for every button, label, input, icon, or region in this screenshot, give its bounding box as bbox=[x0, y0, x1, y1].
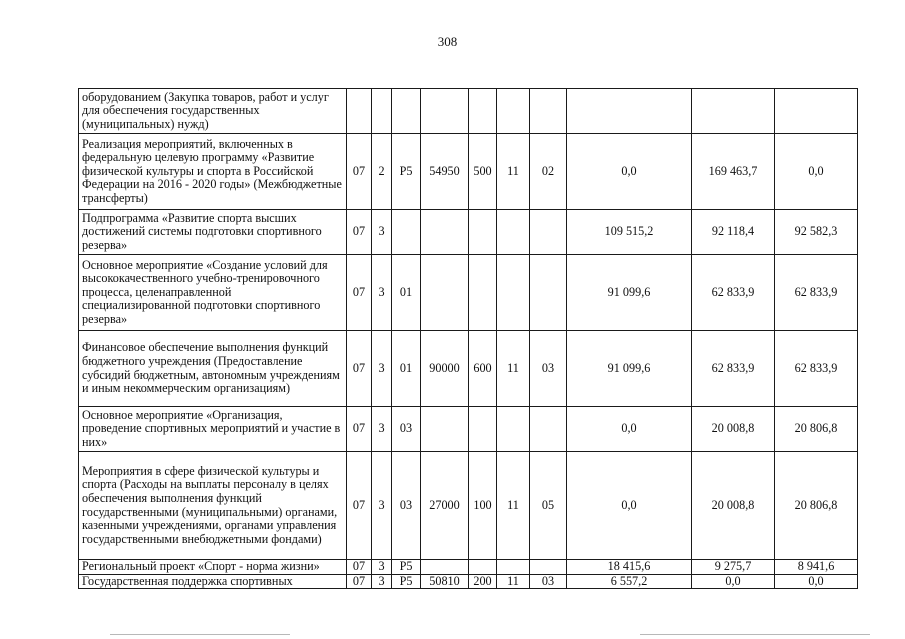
table-row bbox=[79, 134, 858, 210]
code-cell bbox=[497, 210, 530, 255]
amount-cell: 62 833,9 bbox=[775, 331, 858, 407]
row-name: Основное мероприятие «Создание условий для высококачественного учебно-тренировочного процесса, целенаправленной специализированной подготовки спортивного резерва» bbox=[79, 255, 347, 331]
amount-cell: 91 099,6 bbox=[567, 255, 692, 331]
code-cell: 07 bbox=[347, 134, 372, 210]
amount-cell: 20 008,8 bbox=[692, 407, 775, 452]
code-cell: P5 bbox=[392, 134, 421, 210]
table-row bbox=[79, 331, 858, 407]
code-cell bbox=[530, 89, 567, 134]
code-cell bbox=[469, 89, 497, 134]
code-cell: 05 bbox=[530, 452, 567, 560]
code-cell: 2 bbox=[372, 134, 392, 210]
code-cell: 11 bbox=[497, 574, 530, 589]
code-cell bbox=[392, 89, 421, 134]
code-cell: 3 bbox=[372, 574, 392, 589]
table-row bbox=[79, 255, 858, 331]
row-name: оборудованием (Закупка товаров, работ и услуг для обеспечения государственных (муниципальных) нужд) bbox=[79, 89, 347, 134]
code-cell: 07 bbox=[347, 574, 372, 589]
table-body bbox=[79, 89, 858, 589]
code-cell: 07 bbox=[347, 255, 372, 331]
code-cell bbox=[421, 210, 469, 255]
amount-cell: 169 463,7 bbox=[692, 134, 775, 210]
amount-cell: 92 582,3 bbox=[775, 210, 858, 255]
row-name: Мероприятия в сфере физической культуры и спорта (Расходы на выплаты персоналу в целях обеспечения выполнения функций государственными (муниципальными) органами, казенными учреждениями, органами управления государственными внебюджетными фондами) bbox=[79, 452, 347, 560]
amount-cell bbox=[692, 89, 775, 134]
amount-cell: 20 806,8 bbox=[775, 452, 858, 560]
amount-cell: 9 275,7 bbox=[692, 560, 775, 575]
code-cell bbox=[530, 210, 567, 255]
amount-cell bbox=[775, 89, 858, 134]
row-name: Финансовое обеспечение выполнения функций бюджетного учреждения (Предоставление субсидий бюджетным, автономным учреждениям и иным некоммерческим организациям) bbox=[79, 331, 347, 407]
code-cell: 3 bbox=[372, 407, 392, 452]
table-row bbox=[79, 574, 858, 589]
code-cell bbox=[347, 89, 372, 134]
code-cell: 11 bbox=[497, 452, 530, 560]
code-cell bbox=[497, 407, 530, 452]
amount-cell bbox=[567, 89, 692, 134]
budget-table bbox=[78, 88, 858, 589]
code-cell bbox=[530, 407, 567, 452]
row-name: Реализация мероприятий, включенных в федеральную целевую программу «Развитие физической культуры и спорта в Российской Федерации на 2016 - 2020 годы» (Межбюджетные трансферты) bbox=[79, 134, 347, 210]
table-row bbox=[79, 560, 858, 575]
code-cell: 07 bbox=[347, 407, 372, 452]
code-cell bbox=[469, 255, 497, 331]
code-cell bbox=[421, 560, 469, 575]
code-cell bbox=[530, 560, 567, 575]
code-cell bbox=[421, 255, 469, 331]
code-cell: 02 bbox=[530, 134, 567, 210]
code-cell: 03 bbox=[530, 331, 567, 407]
table-row bbox=[79, 89, 858, 134]
page-number: 308 bbox=[437, 34, 458, 49]
amount-cell: 0,0 bbox=[567, 407, 692, 452]
code-cell: 54950 bbox=[421, 134, 469, 210]
amount-cell: 62 833,9 bbox=[775, 255, 858, 331]
row-name: Основное мероприятие «Организация, проведение спортивных мероприятий и участие в них» bbox=[79, 407, 347, 452]
amount-cell: 92 118,4 bbox=[692, 210, 775, 255]
code-cell: 500 bbox=[469, 134, 497, 210]
code-cell: 07 bbox=[347, 452, 372, 560]
code-cell: 600 bbox=[469, 331, 497, 407]
code-cell: 07 bbox=[347, 210, 372, 255]
code-cell bbox=[392, 210, 421, 255]
table-row bbox=[79, 452, 858, 560]
code-cell: 3 bbox=[372, 331, 392, 407]
amount-cell: 109 515,2 bbox=[567, 210, 692, 255]
code-cell: P5 bbox=[392, 574, 421, 589]
table-row bbox=[79, 210, 858, 255]
code-cell: 27000 bbox=[421, 452, 469, 560]
code-cell: 11 bbox=[497, 331, 530, 407]
code-cell: 03 bbox=[392, 407, 421, 452]
code-cell: 3 bbox=[372, 452, 392, 560]
row-name: Государственная поддержка спортивных bbox=[79, 574, 347, 589]
code-cell: 01 bbox=[392, 255, 421, 331]
code-cell: 200 bbox=[469, 574, 497, 589]
code-cell bbox=[469, 560, 497, 575]
code-cell: 03 bbox=[530, 574, 567, 589]
amount-cell: 0,0 bbox=[775, 134, 858, 210]
code-cell: 11 bbox=[497, 134, 530, 210]
code-cell: P5 bbox=[392, 560, 421, 575]
amount-cell: 20 008,8 bbox=[692, 452, 775, 560]
scan-artifact-line bbox=[640, 634, 870, 635]
code-cell bbox=[497, 560, 530, 575]
table-row bbox=[79, 407, 858, 452]
code-cell bbox=[372, 89, 392, 134]
code-cell: 100 bbox=[469, 452, 497, 560]
amount-cell: 18 415,6 bbox=[567, 560, 692, 575]
code-cell: 3 bbox=[372, 560, 392, 575]
code-cell: 07 bbox=[347, 560, 372, 575]
amount-cell: 8 941,6 bbox=[775, 560, 858, 575]
code-cell bbox=[497, 89, 530, 134]
code-cell: 01 bbox=[392, 331, 421, 407]
code-cell bbox=[469, 210, 497, 255]
amount-cell: 0,0 bbox=[775, 574, 858, 589]
amount-cell: 6 557,2 bbox=[567, 574, 692, 589]
scan-artifact-line bbox=[110, 634, 290, 635]
code-cell bbox=[469, 407, 497, 452]
code-cell: 03 bbox=[392, 452, 421, 560]
row-name: Подпрограмма «Развитие спорта высших достижений системы подготовки спортивного резерва» bbox=[79, 210, 347, 255]
amount-cell: 0,0 bbox=[567, 134, 692, 210]
code-cell: 07 bbox=[347, 331, 372, 407]
code-cell: 90000 bbox=[421, 331, 469, 407]
code-cell: 3 bbox=[372, 255, 392, 331]
code-cell: 3 bbox=[372, 210, 392, 255]
code-cell: 50810 bbox=[421, 574, 469, 589]
code-cell bbox=[497, 255, 530, 331]
code-cell bbox=[530, 255, 567, 331]
amount-cell: 20 806,8 bbox=[775, 407, 858, 452]
code-cell bbox=[421, 407, 469, 452]
code-cell bbox=[421, 89, 469, 134]
amount-cell: 62 833,9 bbox=[692, 331, 775, 407]
amount-cell: 62 833,9 bbox=[692, 255, 775, 331]
amount-cell: 0,0 bbox=[567, 452, 692, 560]
amount-cell: 0,0 bbox=[692, 574, 775, 589]
row-name: Региональный проект «Спорт - норма жизни» bbox=[79, 560, 347, 575]
amount-cell: 91 099,6 bbox=[567, 331, 692, 407]
